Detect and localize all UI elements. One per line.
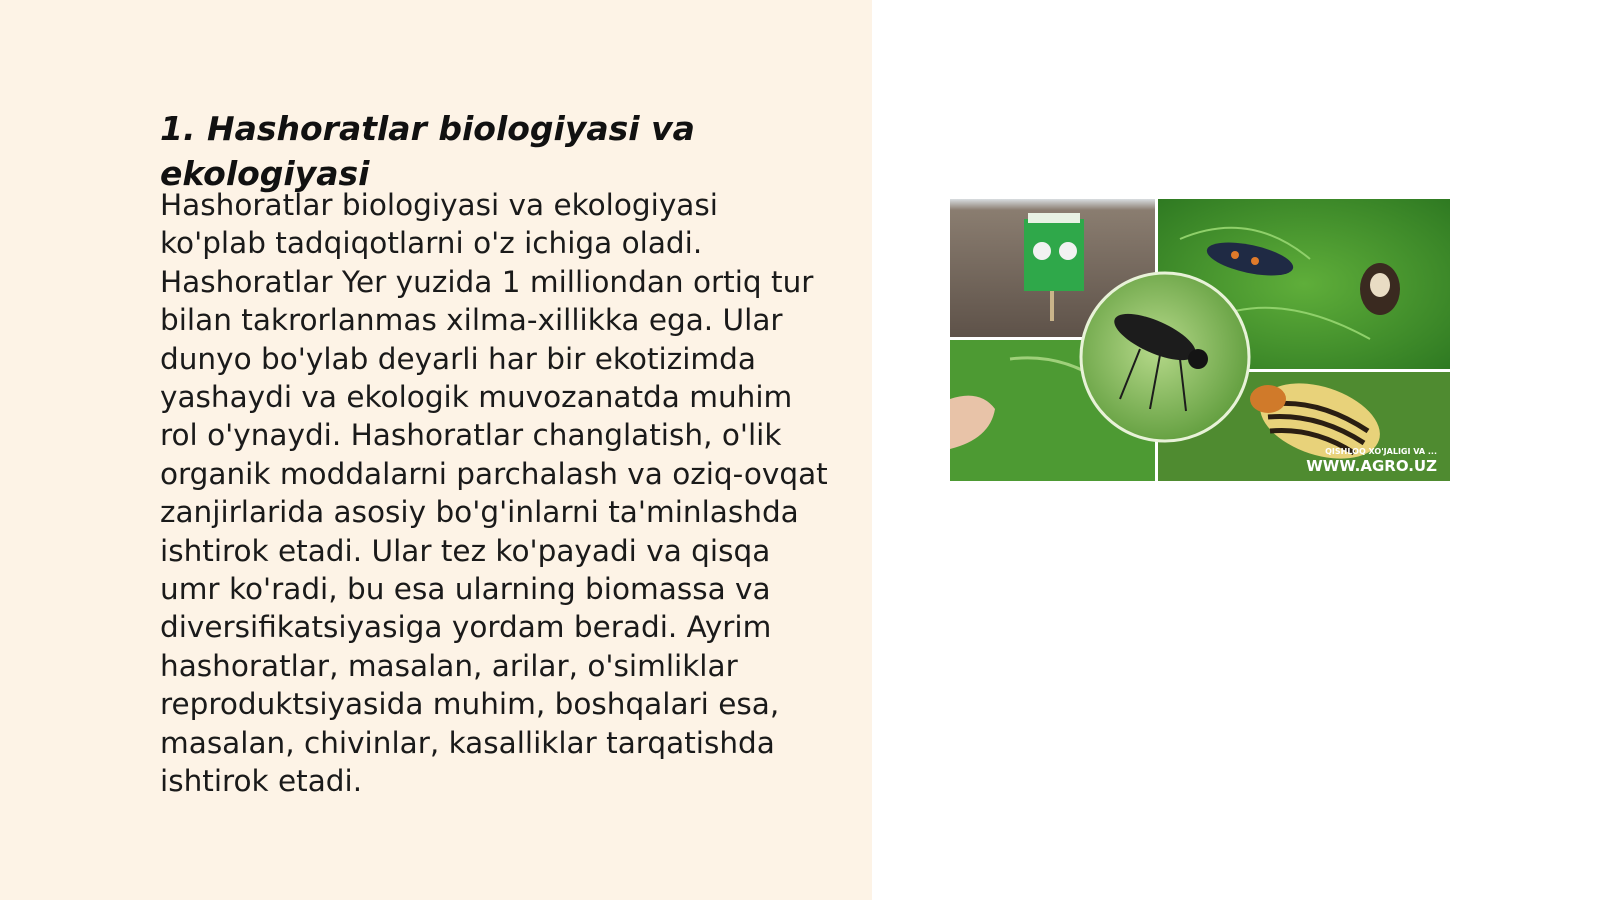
slide-body-text: Hashoratlar biologiyasi va ekologiyasi ko'plab tadqiqotlarni o'z ichiga oladi. Hashoratlar Yer yuzida 1 milliondan ortiq tur bilan takrorlanmas xilma-xillikka ega. Ular dunyo bo'ylab deyarli har bir ekotizimda yashaydi va ekologik muvozanatda muhim rol o'ynaydi. Hashoratlar changlatish, o'lik organik moddalarni parchalash va oziq-ovqat zanjirlarida asosiy bo'g'inlarni ta'minlashda ishtirok etadi. Ular tez ko'payadi va qisqa umr ko'radi, bu esa ularning biomassa va diversifikatsiyasiga yordam beradi. Ayrim hashoratlar, masalan, arilar, o'simliklar reproduktsiyasida muhim, boshqalari esa, masalan, chivinlar, kasalliklar tarqatishda ishtirok etadi. [160,188,828,799]
slide-title: 1. Hashoratlar biologiyasi va ekologiyasi [160,109,695,193]
watermark-site: WWW.AGRO.UZ [1306,457,1437,475]
watermark-caption: QISHLOQ XO'JALIGI VA ... [1325,447,1437,456]
fly-closeup-photo [1081,273,1249,441]
insect-photo-collage [950,199,1450,481]
